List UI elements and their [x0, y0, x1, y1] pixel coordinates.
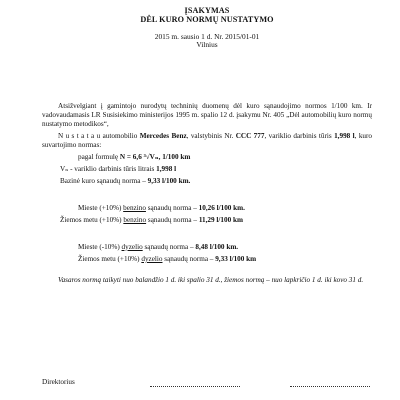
decision-paragraph — [42, 132, 372, 150]
city-diesel-prefix: Mieste (-10%) — [78, 242, 122, 251]
petrol-word-2: benzino — [123, 215, 147, 224]
winter-petrol-mid: sąnaudų norma – — [146, 215, 199, 224]
decision-suffix: , kuro suvartojimo normas: — [42, 131, 372, 149]
city-petrol-value: 10,26 l/100 km. — [198, 203, 245, 212]
diesel-word-2: dyzelio — [141, 254, 163, 263]
city-diesel-line — [42, 243, 372, 252]
decision-mid2: , variklio darbinis tūris — [264, 131, 335, 140]
document-date-block — [42, 33, 372, 50]
date-number-line: 2015 m. sausio 1 d. Nr. 2015/01-01 — [154, 31, 260, 41]
city-diesel-value: 8,48 l/100 km. — [195, 242, 239, 251]
car-name: Mercedes Benz — [139, 131, 187, 140]
winter-diesel-prefix: Žiemos metu (+10%) — [78, 254, 142, 263]
decision-prefix: N u s t a t a u automobilio — [58, 131, 140, 140]
petrol-word: benzino — [123, 203, 146, 212]
signature-dotted-line — [150, 386, 240, 387]
winter-petrol-value: 11,29 l/100 km — [198, 215, 243, 224]
engine-volume: 1,998 l — [334, 131, 355, 140]
document-title — [42, 6, 372, 25]
title-line-2: DĖL KURO NORMŲ NUSTATYMO — [140, 15, 274, 25]
title-line-1: ĮSAKYMAS — [184, 6, 230, 15]
city-petrol-line — [42, 204, 372, 213]
winter-petrol-line — [42, 216, 372, 225]
diesel-word: dyzelio — [121, 242, 143, 251]
base-prefix: Bazinė kuro sąnaudų norma – — [60, 176, 148, 185]
vn-prefix: Vₙ - variklio darbinis tūris litrais — [60, 164, 157, 173]
place-line: Vilnius — [196, 40, 218, 50]
order-document — [42, 6, 372, 285]
season-note: Vasaros normą taikyti nuo balandžio 1 d. iki spalio 31 d., žiemos normą – nuo lapkričio 1 d. iki kovo 31 d. — [58, 275, 364, 284]
formula-line — [42, 153, 372, 162]
base-norm-line — [42, 177, 372, 186]
city-petrol-prefix: Mieste (+10%) — [78, 203, 124, 212]
intro-paragraph: Atsižvelgiant į gamintojo nurodytų techninių duomenų dėl kuro sąnaudojimo normos 1/100 km. Ir vadovaudamasis LR Susisiekimo ministerijos 1995 m. spalio 12 d. įsakymu Nr. 405 „Dėl automobilių kuro normų nustatymo metodikos“, — [42, 101, 372, 128]
city-petrol-mid: sąnaudų norma – — [145, 203, 199, 212]
base-value: 9,33 l/100 km. — [147, 176, 191, 185]
city-diesel-mid: sąnaudų norma – — [142, 242, 196, 251]
winter-petrol-prefix: Žiemos metu (+10%) — [60, 215, 124, 224]
winter-diesel-line — [42, 255, 372, 264]
winter-diesel-mid: sąnaudų norma – — [162, 254, 216, 263]
formula: N = 6,6 ³√Vₙ, 1/100 km — [119, 152, 191, 161]
decision-mid: , valstybinis Nr. — [186, 131, 236, 140]
vn-value: 1,998 l — [156, 164, 177, 173]
car-plate: CCC 777 — [235, 131, 265, 140]
vn-line — [42, 165, 372, 174]
signer-title: Direktorius — [42, 378, 75, 386]
winter-diesel-value: 9,33 l/100 km — [215, 254, 257, 263]
formula-prefix: pagal formulę — [78, 152, 120, 161]
name-dotted-line — [290, 386, 370, 387]
